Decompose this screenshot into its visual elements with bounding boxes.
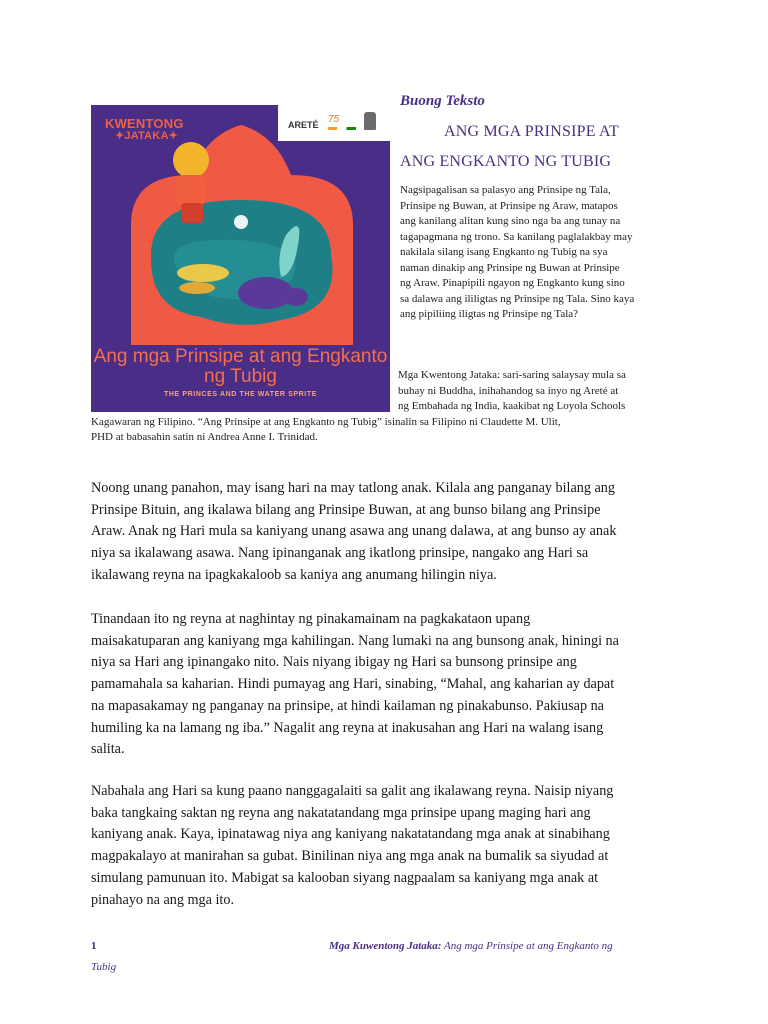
body-line: ikalawang reyna na ipagkakaloob sa kaniya ang anumang hilingin niya. — [91, 566, 497, 583]
body-line: niya sa ikalawang asawa. Nang ipinanganak ang ikatlong prinsipe, nangako ang Hari sa — [91, 545, 589, 562]
body-line: maisakatuparan ang kaniyang mga kahilingan. Nang lumaki na ang bunsong anak, hiningi na — [91, 632, 619, 649]
story-title-line-2: ANG ENGKANTO NG TUBIG — [400, 153, 612, 170]
summary-line: Prinsipe ng Buwan, at Prinsipe ng Araw, matapos — [400, 199, 618, 212]
page-number: 1 — [91, 940, 97, 952]
body-line: kaniyang anak. Kaya, ipinatawag niya ang kaniyang nakatatandang mga anak at sinabihang — [91, 826, 610, 843]
body-line: simulang pamunuan ito. Mabigat sa kalooban siyang nagpaalam sa kaniyang mga anak at — [91, 869, 599, 886]
story-credits — [91, 368, 686, 446]
book-cover-image — [91, 105, 390, 412]
section-label: Buong Teksto — [400, 93, 485, 109]
body-line: Noong unang panahon, may isang hari na may tatlong anak. Kilala ang panganay bilang ang — [91, 480, 615, 496]
credits-line-wrap — [91, 399, 686, 415]
body-line: Tinandaan ito ng reyna at naghintay ng pinakamainam na pagkakataon upang — [91, 611, 531, 627]
footer-series-title — [329, 940, 613, 952]
credits-line-wrap — [91, 384, 686, 400]
footer-series-name: Mga Kuwentong Jataka: — [329, 940, 442, 952]
summary-line: ng Araw. Pinapipili ngayon ng Engkanto kung sino — [400, 277, 625, 289]
cover-brand-logo — [105, 118, 184, 142]
summary-line: nakilala silang isang Engkanto ng Tubig na sya — [400, 246, 608, 258]
credits-line-wrap — [91, 368, 686, 384]
body-line: pamamahala sa kaharian. Hindi pumayag ang Hari, sinabing, “Mahal, ang kaharian ay dapat — [91, 676, 615, 693]
partner-logos — [278, 105, 390, 141]
footer-story-title: Ang mga Prinsipe at ang Engkanto ng — [441, 940, 613, 952]
body-line: niya sa Hari ang ipinangako nito. Nais niyang ibigay ng Hari sa bunsong prinsipe ang — [91, 654, 577, 671]
cover-title: Ang mga Prinsipe at ang Engkanto ng Tubig — [93, 346, 388, 387]
credits-line: Kagawaran ng Filipino. “Ang Prinsipe at ang Engkanto ng Tubig” isinalin sa Filipino ni Claudette M. Ulit, — [91, 415, 561, 428]
india-flag-icon — [328, 127, 356, 130]
body-line: baka tangkaing saktan ng reyna ang nakatatandang mga prinsipe upang maging hari ang — [91, 804, 591, 821]
arete-logo: ARETÉ — [288, 120, 319, 130]
body-line: Araw. Anak ng Hari mula sa kaniyang unang asawa ang unang dalawa, at ang bunso ay anak — [91, 523, 617, 540]
summary-line: tagapagmana ng trono. Sa kanilang paglalakbay may — [400, 230, 633, 243]
brand-line-2: ✦JATAKA✦ — [115, 130, 179, 142]
summary-line: ang kanilang alitan kung sino nga ba ang tunay na — [400, 215, 621, 227]
summary-line: Nagsipagalisan sa palasyo ang Prinsipe ng Tala, — [400, 184, 611, 196]
body-paragraph-1 — [91, 478, 686, 587]
body-paragraph-3 — [91, 781, 686, 911]
footer-title-tail: Tubig — [91, 961, 117, 973]
body-line: humiling ka na lamang ng iba.” Nagalit ang reyna at inakusahan ang Hari na walang isang — [91, 719, 604, 736]
body-line: Nabahala ang Hari sa kung paano nanggagalaiti sa galit ang ikalawang reyna. Naisip niyang — [91, 783, 614, 799]
story-summary — [400, 183, 685, 323]
summary-line: sa dalawa ang ililigtas ng Prinsipe ng Tala. Sino kaya — [400, 292, 635, 305]
body-line: salita. — [91, 741, 125, 758]
summary-line: ang pipiliing iligtas ng Prinsipe ng Tala? — [400, 308, 579, 320]
emblem-icon — [364, 112, 376, 130]
story-title-line-1: ANG MGA PRINSIPE AT — [444, 123, 619, 140]
credits-line: Mga Kwentong Jataka: sari-saring salaysay mula sa — [398, 369, 626, 381]
anniversary-logo: 75 — [328, 114, 340, 125]
credits-line: buhay ni Buddha, inihahandog sa inyo ng Areté at — [398, 384, 619, 397]
summary-line: naman dinakip ang Prinsipe ng Buwan at Prinsipe — [400, 261, 620, 274]
body-line: magpakalayo at manirahan sa gubat. Binilinan niya ang mga anak na bumalik sa siyudad at — [91, 848, 609, 865]
cover-subtitle: THE PRINCES AND THE WATER SPRITE — [164, 391, 317, 398]
body-line: pinahayo na ang mga ito. — [91, 891, 235, 908]
body-line: Prinsipe Bituin, ang ikalawa bilang ang Prinsipe Buwan, at ang bunso bilang ang Prinsipe — [91, 501, 601, 518]
credits-line: ng Embahada ng India, kaakibat ng Loyola Schools — [398, 400, 626, 412]
body-paragraph-2 — [91, 609, 686, 761]
body-line: na mapasakamay ng panganay na prinsipe, at hindi kailaman ng pinakabunso. Pakiusap na — [91, 697, 604, 714]
credits-line: PHD at babasahin satin ni Andrea Anne I. Trinidad. — [91, 431, 318, 443]
brand-line-1: KWENTONG — [105, 116, 184, 131]
